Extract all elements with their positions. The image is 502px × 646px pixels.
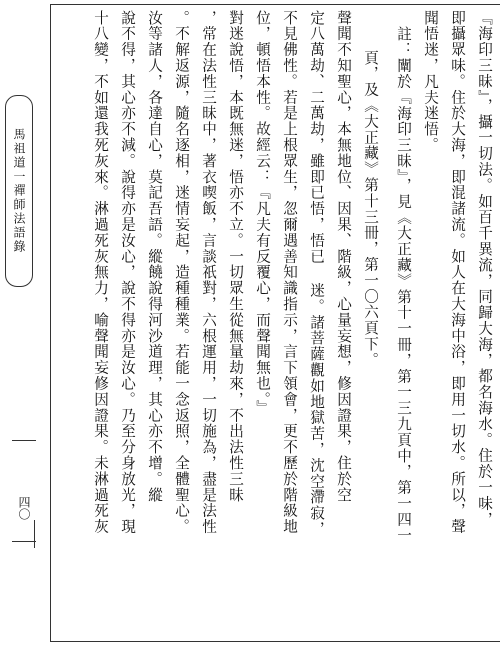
text-column-6: 不見佛性。若是上根眾生，忽爾遇善知識指示，言下領會，更不歷於階級地: [281, 10, 298, 535]
text-column-8: 對迷說悟，本既無迷，悟亦不立。一切眾生從無量劫來，不出法性三昧: [227, 10, 244, 503]
page-number-tick: [34, 520, 35, 548]
page-number-box: [12, 440, 36, 542]
text-column-7: 位，頓悟本性。故經云：『凡夫有反覆心，而聲聞無也。』: [254, 10, 271, 417]
page-frame-top: [50, 4, 500, 5]
text-column-5: 定八萬劫、二萬劫，雖即已悟，悟已 迷。諸菩薩觀如地獄苦，沈空滯寂，: [308, 10, 325, 538]
footnote-line-1: 註：闡於『海印三昧』，見《大正藏》第十一冊，第一三九頁中，第一四一: [395, 26, 412, 544]
text-column-9: ，常在法性三昧中，著衣喫飯，言談祇對，六根運用，一切施為，盡是法性: [200, 10, 217, 535]
text-column-3: 聞悟迷，凡夫迷悟。: [422, 10, 439, 154]
footnote-line-2: 頁，及《大正藏》第十三冊，第一〇六頁下。: [362, 50, 379, 368]
text-column-13: 十八變，不如還我死灰來。淋過死灰無力，喻聲聞妄修因證果。未淋過死灰: [92, 10, 109, 535]
vertical-text-body: [58, 10, 498, 640]
text-column-2: 即攝眾味。住於大海，即混諸流。如人在大海中浴，即用一切水。所以，聲: [449, 10, 466, 535]
text-column-11: 汝等諸人，各達自心，莫記吾語。縱饒說得河沙道理，其心亦不增。縱: [146, 10, 163, 503]
text-column-1: 『海印三昧』，攝一切法。如百千異流，同歸大海，都名海水。住於一味，: [476, 10, 493, 528]
text-column-10: 。不解返源，隨名逐相，迷情妄起，造種種業。若能一念返照，全體聖心。: [173, 10, 190, 535]
page-number: 四〇: [17, 496, 31, 520]
text-column-12: 說不得，其心亦不減。說得亦是汝心，說不得亦是汝心。乃至分身放光，現: [119, 10, 136, 535]
book-title-tab: 馬祖道一禪師法語錄: [5, 95, 33, 287]
page-frame-bottom: [50, 641, 500, 642]
page-frame-left: [50, 4, 51, 642]
text-column-4: 聲聞不知聖心，本無地位、因果、階級，心量妄想，修因證果，住於空: [335, 10, 352, 503]
